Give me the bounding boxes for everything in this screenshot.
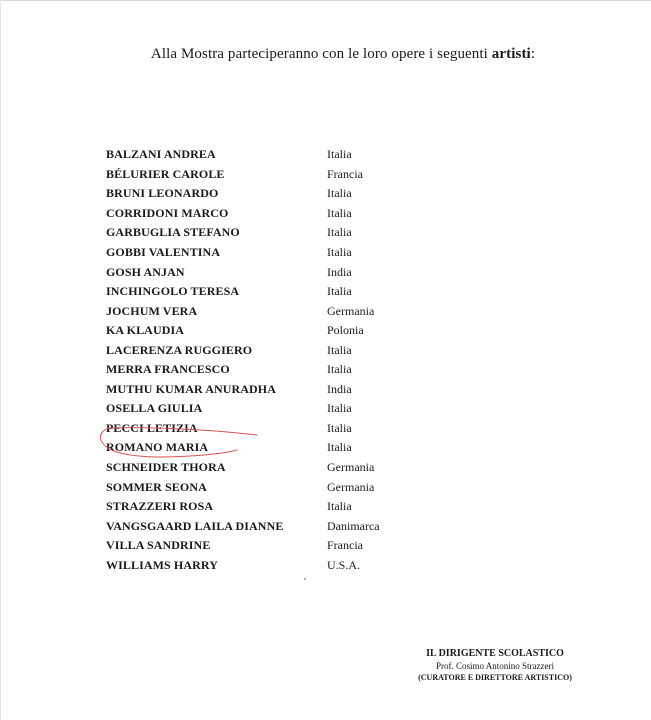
artist-country: Italia [327, 225, 352, 240]
signature-note: (CURATORE E DIRETTORE ARTISTICO) [418, 673, 572, 682]
artist-country: Italia [327, 186, 352, 201]
artist-name: MUTHU KUMAR ANURADHA [106, 381, 276, 396]
artist-country: Germania [327, 303, 375, 318]
artist-row [106, 516, 380, 536]
intro-text: Alla Mostra parteciperanno con le loro opere i seguenti [150, 46, 492, 62]
artist-row [106, 458, 380, 478]
artist-row [106, 419, 380, 439]
artist-country: U.S.A. [327, 557, 361, 572]
artist-name: WILLIAMS HARRY [106, 557, 218, 572]
artist-row [106, 380, 380, 400]
artist-row [106, 555, 380, 575]
artist-row [106, 282, 380, 302]
artist-row [106, 165, 380, 185]
artist-row [106, 262, 380, 282]
artist-name: KA KLAUDIA [106, 323, 185, 338]
artist-row [106, 477, 380, 497]
signature-name: Prof. Cosimo Antonino Strazzeri [436, 661, 554, 671]
artist-name: STRAZZERI ROSA [106, 499, 214, 514]
artist-name: BRUNI LEONARDO [106, 186, 219, 201]
artist-name: BÉLURIER CAROLE [106, 166, 225, 181]
artist-country: Germania [327, 460, 375, 475]
artist-country: Italia [327, 420, 352, 435]
artist-row [106, 321, 380, 341]
artist-name: LACERENZA RUGGIERO [106, 342, 253, 357]
artist-name: JOCHUM VERA [106, 303, 198, 318]
signature-block [410, 648, 580, 684]
artist-name: SCHNEIDER THORA [106, 460, 226, 475]
artist-name: GARBUGLIA STEFANO [106, 225, 240, 240]
artist-row [106, 301, 380, 321]
artist-row [106, 204, 380, 224]
artist-country: India [327, 264, 352, 279]
artist-row [106, 360, 380, 380]
artist-country: Italia [327, 147, 352, 162]
artist-name: INCHINGOLO TERESA [106, 284, 240, 299]
artist-row [106, 340, 380, 360]
artist-row [106, 399, 380, 419]
artist-name: BALZANI ANDREA [106, 147, 216, 162]
artist-name: MERRA FRANCESCO [106, 362, 230, 377]
artist-country: Francia [327, 166, 363, 181]
artist-row [106, 223, 380, 243]
artist-country: Polonia [327, 323, 364, 338]
artist-row [106, 438, 380, 458]
signature-role: IL DIRIGENTE SCOLASTICO [426, 648, 564, 659]
artist-list [106, 145, 380, 575]
artist-country: Italia [327, 401, 352, 416]
artist-name: OSELLA GIULIA [106, 401, 203, 416]
intro-sentence [0, 46, 651, 63]
artist-name: VANGSGAARD LAILA DIANNE [106, 518, 284, 533]
artist-name: ROMANO MARIA [106, 440, 209, 455]
artist-name: CORRIDONI MARCO [106, 205, 229, 220]
artist-country: Italia [327, 245, 352, 259]
artist-country: Italia [327, 342, 352, 357]
page-top-edge [0, 0, 651, 1]
artist-country: India [327, 381, 352, 396]
artist-row [106, 536, 380, 556]
artist-country: Danimarca [327, 518, 380, 533]
artist-row [106, 497, 380, 517]
artist-country: Italia [327, 499, 352, 514]
artist-row [106, 184, 380, 204]
artist-country: Italia [327, 284, 352, 299]
artist-row [106, 145, 380, 165]
intro-suffix: : [530, 46, 536, 62]
artist-country: Italia [327, 362, 352, 377]
stray-mark [304, 578, 306, 580]
artist-country: Francia [327, 538, 363, 553]
page-left-edge [0, 0, 1, 720]
artist-name: GOSH ANJAN [106, 264, 185, 279]
artist-country: Germania [327, 479, 375, 494]
intro-emphasis: artisti [491, 46, 531, 62]
artist-name: VILLA SANDRINE [106, 538, 211, 553]
artist-name: SOMMER SEONA [106, 479, 207, 494]
artist-country: Italia [327, 205, 352, 220]
artist-name: GOBBI VALENTINA [106, 245, 221, 259]
artist-country: Italia [327, 440, 352, 455]
artist-name: PECCI LETIZIA [106, 420, 198, 435]
artist-row [106, 243, 380, 263]
